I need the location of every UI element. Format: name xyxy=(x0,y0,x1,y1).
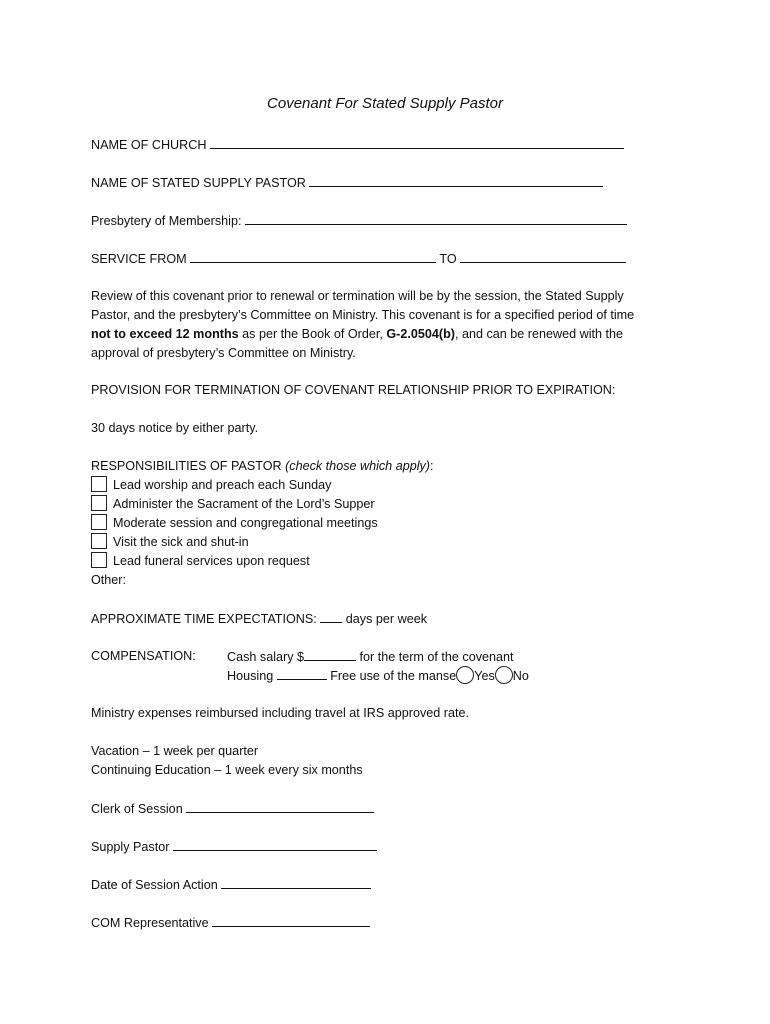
supply-pastor-signature-field[interactable] xyxy=(173,837,377,851)
review-text-1: Review of this covenant prior to renewal or termination will be by the session, the Stated Supply Pastor, and the presbytery’s Committee on Ministry. This covenant is for a specified period of time xyxy=(91,289,635,322)
responsibility-checkbox[interactable] xyxy=(91,495,107,511)
review-paragraph xyxy=(91,287,651,363)
responsibility-item xyxy=(91,514,378,533)
session-action-date-field[interactable] xyxy=(221,875,371,889)
pastor-name-field[interactable] xyxy=(309,173,603,187)
session-action-date-row xyxy=(91,875,371,895)
service-from-label: SERVICE FROM xyxy=(91,252,187,266)
responsibilities-hint: (check those which apply) xyxy=(285,459,430,473)
cash-salary-row xyxy=(227,647,514,667)
other-label: Other: xyxy=(91,573,126,587)
responsibility-item xyxy=(91,495,375,514)
responsibilities-heading xyxy=(91,457,434,476)
supply-pastor-signature-row xyxy=(91,837,377,857)
review-bold-1: not to exceed 12 months xyxy=(91,327,239,341)
responsibility-checkbox[interactable] xyxy=(91,552,107,568)
church-name-label: NAME OF CHURCH xyxy=(91,138,207,152)
clerk-label: Clerk of Session xyxy=(91,802,183,816)
com-representative-label: COM Representative xyxy=(91,916,209,930)
termination-text: 30 days notice by either party. xyxy=(91,421,259,435)
pastor-name-row xyxy=(91,173,603,193)
service-from-field[interactable] xyxy=(190,249,436,263)
presbytery-row xyxy=(91,211,627,231)
review-text-3: , and can be renewed with the approval of presbytery’s Committee on Ministry. xyxy=(91,327,624,360)
service-to-field[interactable] xyxy=(460,249,626,263)
cash-salary-label: Cash salary $ xyxy=(227,650,304,664)
responsibility-checkbox[interactable] xyxy=(91,533,107,549)
cash-salary-field[interactable] xyxy=(304,647,356,661)
responsibility-label: Lead funeral services upon request xyxy=(113,554,310,568)
church-name-row xyxy=(91,135,624,155)
com-representative-field[interactable] xyxy=(212,913,370,927)
com-representative-row xyxy=(91,913,370,933)
responsibility-label: Lead worship and preach each Sunday xyxy=(113,478,332,492)
housing-field[interactable] xyxy=(277,666,327,680)
responsibility-label: Administer the Sacrament of the Lord’s Supper xyxy=(113,497,375,511)
responsibility-label: Visit the sick and shut-in xyxy=(113,535,249,549)
expenses-text: Ministry expenses reimbursed including travel at IRS approved rate. xyxy=(91,706,469,720)
clerk-signature-field[interactable] xyxy=(186,799,374,813)
manse-no-radio[interactable] xyxy=(495,666,513,684)
review-bold-2: G-2.0504(b) xyxy=(386,327,455,341)
housing-row xyxy=(227,666,529,686)
responsibility-item xyxy=(91,533,249,552)
compensation-label: COMPENSATION: xyxy=(91,649,196,663)
presbytery-label: Presbytery of Membership: xyxy=(91,214,242,228)
pastor-name-label: NAME OF STATED SUPPLY PASTOR xyxy=(91,176,306,190)
continuing-ed-text: Continuing Education – 1 week every six months xyxy=(91,763,363,777)
manse-label: Free use of the manse xyxy=(330,669,457,683)
church-name-field[interactable] xyxy=(210,135,624,149)
service-to-label: TO xyxy=(439,252,457,266)
review-text-2: as per the Book of Order, xyxy=(238,327,387,341)
responsibility-checkbox[interactable] xyxy=(91,514,107,530)
responsibilities-colon: : xyxy=(430,459,434,473)
manse-yes-radio[interactable] xyxy=(456,666,474,684)
session-action-date-label: Date of Session Action xyxy=(91,878,218,892)
clerk-signature-row xyxy=(91,799,374,819)
cash-salary-suffix: for the term of the covenant xyxy=(359,650,514,664)
time-expectations-row xyxy=(91,609,427,629)
days-per-week-field[interactable] xyxy=(320,609,342,623)
responsibility-label: Moderate session and congregational meetings xyxy=(113,516,378,530)
responsibilities-heading-text: RESPONSIBILITIES OF PASTOR xyxy=(91,459,282,473)
presbytery-field[interactable] xyxy=(245,211,627,225)
days-per-week-suffix: days per week xyxy=(345,612,427,626)
supply-pastor-label: Supply Pastor xyxy=(91,840,170,854)
time-expectations-label: APPROXIMATE TIME EXPECTATIONS: xyxy=(91,612,317,626)
responsibility-item xyxy=(91,476,331,495)
housing-label: Housing xyxy=(227,669,274,683)
manse-yes-label: Yes xyxy=(474,669,495,683)
responsibility-checkbox[interactable] xyxy=(91,476,107,492)
page-title: Covenant For Stated Supply Pastor xyxy=(267,95,503,112)
vacation-text: Vacation – 1 week per quarter xyxy=(91,744,259,758)
service-dates-row xyxy=(91,249,626,269)
responsibility-item xyxy=(91,552,310,571)
termination-heading: PROVISION FOR TERMINATION OF COVENANT RELATIONSHIP PRIOR TO EXPIRATION: xyxy=(91,383,616,397)
manse-no-label: No xyxy=(512,669,529,683)
